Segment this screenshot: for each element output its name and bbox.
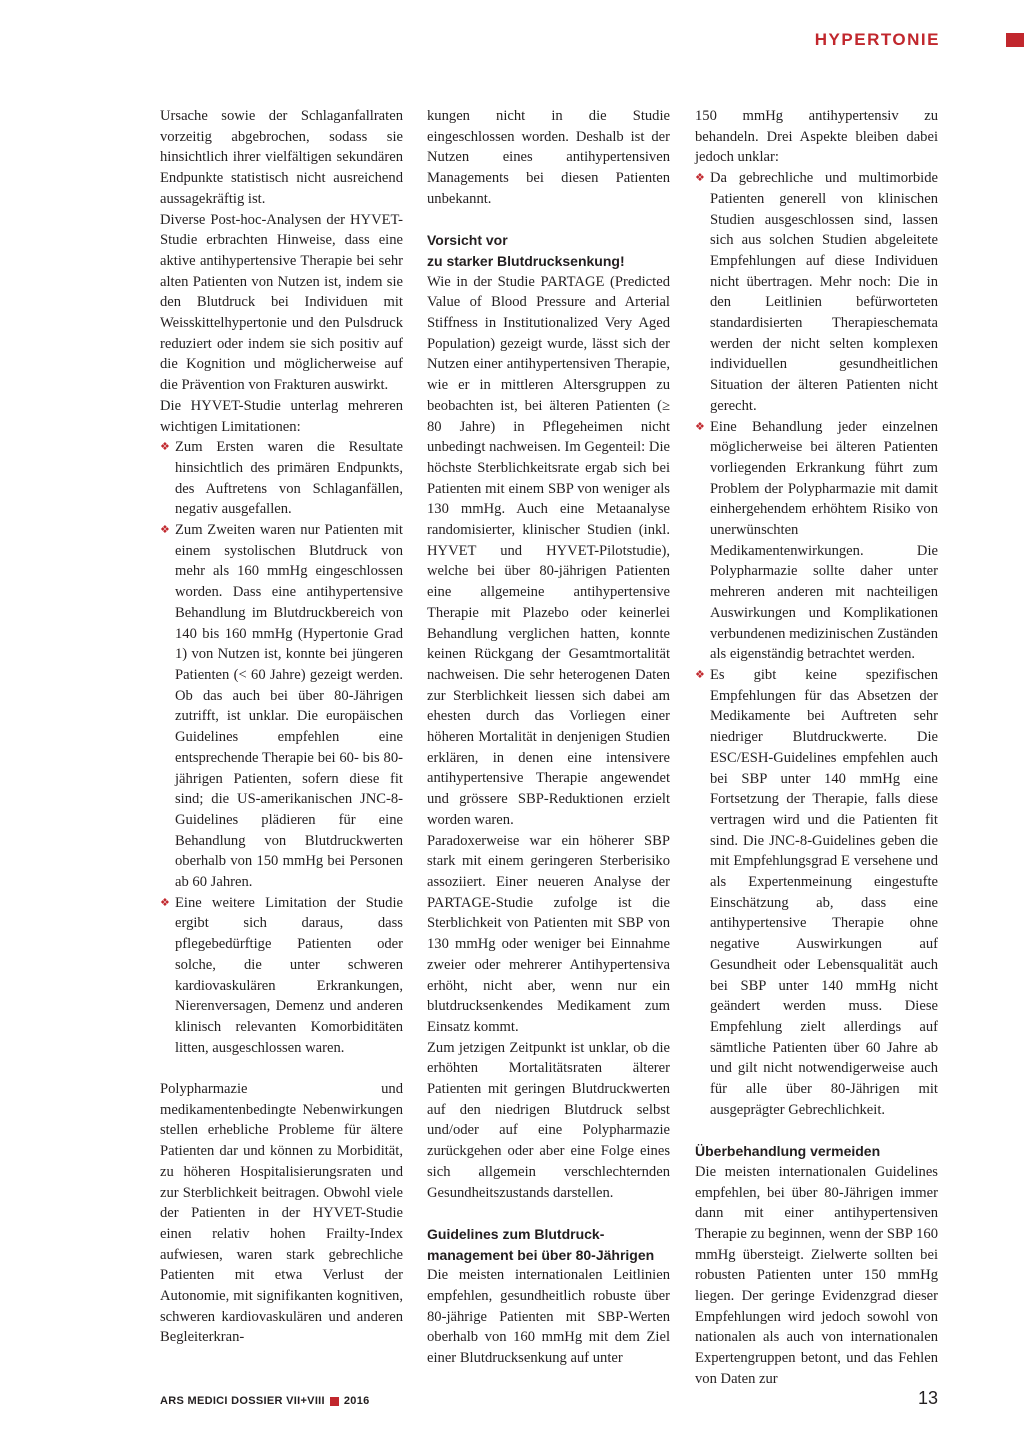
- section-heading: Guidelines zum Blutdruck- management bei über 80-Jährigen: [427, 1225, 655, 1263]
- column-2: [427, 106, 670, 1369]
- footer-marker: [330, 1397, 339, 1406]
- section-heading: Vorsicht vor zu starker Blutdrucksenkung!: [427, 232, 625, 269]
- list-item: ❖ Zum Zweiten waren nur Patienten mit einem systolischen Blutdruck von mehr als 160 mmHg eingeschlossen worden. Dass eine antihypertensive Behandlung im Blutdruckbereich von 140 bis 160 mmHg (Hypertonie Grad 1) von Nutzen ist, konnte bei jüngeren Patienten (< 60 Jahre) gezeigt werden. Ob das auch bei über 80-Jährigen zutrifft, ist unklar. Die europäischen Guidelines empfehlen eine entsprechende Therapie bei 60- bis 80-jährigen Patienten, sofern diese fit sind; die US-amerikanischen JNC-8-Guidelines plädieren für eine Behandlung von Blutdruckwerten oberhalb von 150 mmHg bei Personen ab 60 Jahren.: [160, 522, 403, 891]
- journal-year: 2016: [343, 1395, 370, 1407]
- column-1: [160, 106, 403, 1348]
- list-item: ❖ Es gibt keine spezifischen Empfehlungen für das Absetzen der Medikamente bei Auftreten sehr niedriger Blutdruckwerte. Die ESC/ESH-Guidelines empfehlen auch bei SBP unter 140 mmHg eine Fortsetzung der Therapie, falls diese vertragen wird und die Patienten fit sind. Die JNC-8-Guidelines geben die mit Empfehlungsgrad E versehene und als Expertenmeinung eingestufte Einschätzung ab, dass eine antihypertensive Therapie ohne negative Auswirkungen auf Gesundheit oder Lebensqualität auch bei SBP unter 140 mmHg nicht geändert werden muss. Diese Empfehlung zielt allerdings auf sämtliche Patienten über 60 Jahre ab und gilt nicht notwendigerweise auch für alle über 80-Jährigen mit ausgeprägter Gebrechlichkeit.: [695, 666, 938, 1118]
- list-item: ❖ Zum Ersten waren die Resultate hinsichtlich des primären Endpunkts, des Auftretens von Schlaganfällen, negativ ausgefallen.: [160, 439, 403, 518]
- paragraph: Ursache sowie der Schlaganfallraten vorzeitig abgebrochen, sodass sie hinsichtlich ihrer vielfältigen sekundären Endpunkte statistisch nicht ausreichend aussagekräftig ist.: [160, 108, 403, 207]
- paragraph: Die HYVET-Studie unterlag mehreren wichtigen Limitationen:: [160, 397, 403, 435]
- paragraph: kungen nicht in die Studie eingeschlossen worden. Deshalb ist der Nutzen eines antihypertensiven Managements bei diesen Patienten unbekannt.: [427, 108, 670, 207]
- section-marker: [1006, 33, 1024, 47]
- diamond-bullet-icon: ❖: [160, 896, 170, 909]
- diamond-bullet-icon: ❖: [695, 420, 705, 433]
- diamond-bullet-icon: ❖: [695, 172, 705, 185]
- journal-name: ARS MEDICI DOSSIER VII+VIII: [160, 1395, 325, 1407]
- section-heading: Überbehandlung vermeiden: [695, 1143, 881, 1160]
- list-item: ❖ Eine weitere Limitation der Studie ergibt sich daraus, dass pflegebedürftige Patienten oder solche, die unter schweren kardiovaskulären Erkrankungen, Nierenversagen, Demenz und anderen klinisch relevanten Komorbiditäten litten, ausgeschlossen waren.: [160, 894, 403, 1056]
- paragraph: Zum jetzigen Zeitpunkt ist unklar, ob die erhöhten Mortalitätsraten älterer Patienten mit geringen Blutdruckwerten auf den niedrigen Blutdruck selbst und/oder auf eine Polypharmazie zurückgehen oder aber eine Folge eines sich allgemein verschlechternden Gesundheitszustands darstellen.: [427, 1039, 670, 1201]
- paragraph: Wie in der Studie PARTAGE (Predicted Value of Blood Pressure and Arterial Stiffness in Institutionalized Very Aged Population) gezeigt wurde, lässt sich der Nutzen einer antihypertensiven Therapie, wie er in mittleren Altersgruppen zu beobachten ist, bei älteren Patienten (≥ 80 Jahre) in Pflegeheimen nicht unbedingt nachweisen. Im Gegenteil: Die höchste Sterblichkeitsrate ergab sich bei Patienten mit einem SBP von weniger als 130 mmHg. Auch eine Metaanalyse randomisierter, klinischer Studien (inkl. HYVET und HYVET-Pilotstudie), welche bei über 80-jährigen Patienten eine allgemeine antihypertensive Therapie mit Plazebo oder keinerlei Behandlung verglichen hatten, konnte keinen Rückgang der Gesamtmortalität nachweisen. Die sehr heterogenen Daten zur Sterblichkeit liessen sich dabei am ehesten durch das Vorliegen einer höheren Mortalität in denjenigen Studien erklären, in denen eine intensivere antihypertensive Therapie angewendet und grössere SBP-Reduktionen erzielt worden waren.: [427, 273, 670, 828]
- paragraph: Die meisten internationalen Guidelines empfehlen, bei über 80-Jährigen immer dann mit einer antihypertensiven Therapie zu beginnen, wenn der SBP 160 mmHg übersteigt. Zielwerte sollten bei robusten Patienten unter 150 mmHg liegen. Der geringe Evidenzgrad dieser Empfehlungen wird jedoch sowohl von nationalen als auch von internationalen Expertengruppen betont, und das Fehlen von Daten zur: [695, 1163, 938, 1387]
- paragraph: Die meisten internationalen Leitlinien empfehlen, gesundheitlich robuste über 80-jährige Patienten mit SBP-Werten oberhalb von 160 mmHg mit dem Ziel einer Blutdrucksenkung auf unter: [427, 1267, 670, 1367]
- section-label: HYPERTONIE: [814, 30, 940, 49]
- page-number: 13: [917, 1388, 938, 1408]
- diamond-bullet-icon: ❖: [160, 524, 170, 537]
- paragraph: Diverse Post-hoc-Analysen der HYVET-Studie erbrachten Hinweise, dass eine aktive antihypertensive Therapie bei sehr alten Patienten von Nutzen ist, indem sie den Blutdruck bei Individuen mit Weisskittelhypertonie und den Pulsdruck reduziert oder indem sie sich positiv auf die Kognition und möglicherweise auf die Prävention von Frakturen auswirkt.: [160, 211, 403, 394]
- paragraph: 150 mmHg antihypertensiv zu behandeln. Drei Aspekte bleiben dabei jedoch unklar:: [695, 108, 938, 166]
- list-item: ❖ Da gebrechliche und multimorbide Patienten generell von klinischen Studien ausgeschlossen sind, lassen sich aus solchen Studien abgeleitete Empfehlungen auf diese Individuen nicht übertragen. Mehr noch: Die in den Leitlinien befürworteten standardisierten Therapieschemata werden der nicht selten komplexen individuellen gesundheitlichen Situation der älteren Patienten nicht gerecht.: [695, 170, 938, 414]
- diamond-bullet-icon: ❖: [160, 441, 170, 454]
- list-item: ❖ Eine Behandlung jeder einzelnen möglicherweise bei älteren Patienten vorliegenden Erkrankung führt zum Problem der Polypharmazie mit damit einhergehendem erhöhtem Risiko von unerwünschten Medikamentenwirkungen. Die Polypharmazie sollte daher unter mehreren anderen mit nachteiligen Auswirkungen und Komplikationen verbundenen medizinischen Zuständen als eigenständig betrachtet werden.: [695, 418, 938, 663]
- paragraph: Polypharmazie und medikamentenbedingte Nebenwirkungen stellen erhebliche Probleme für ältere Patienten dar und können zu Morbidität, zu höheren Hospitalisierungsraten und zur Sterblichkeit beitragen. Obwohl viele der Patienten in der HYVET-Studie einen relativ hohen Frailty-Index aufwiesen, waren stark gebrechliche Patienten mit etwa Verlust der Autonomie, mit signifikanten kognitiven, schweren kardiovaskulären und anderen Begleiterkran-: [160, 1081, 403, 1346]
- column-3: [695, 106, 938, 1390]
- journal-footer: [160, 1395, 370, 1407]
- diamond-bullet-icon: ❖: [695, 668, 705, 681]
- paragraph: Paradoxerweise war ein höherer SBP stark mit einem geringeren Sterberisiko assoziiert. Einer neueren Analyse der PARTAGE-Studie zufolge ist die Sterblichkeit von Patienten mit SBP von 130 mmHg oder weniger bei Einnahme zweier oder mehrerer Antihypertensiva erhöht, nicht aber, wenn nur ein blutdrucksenkendes Medikament zum Einsatz kommt.: [427, 832, 670, 1035]
